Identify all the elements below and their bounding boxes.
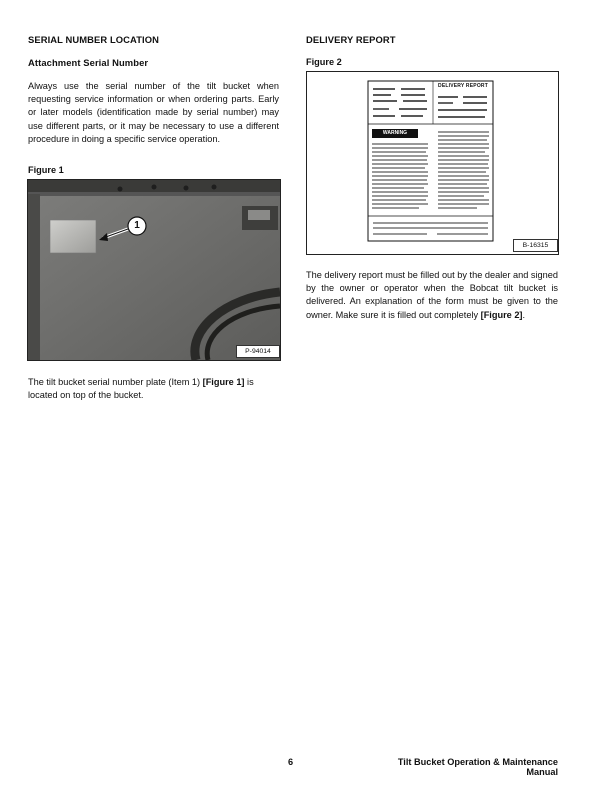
delivery-report-paragraph	[306, 269, 558, 322]
bucket-photo	[28, 180, 280, 360]
subheading-attachment-serial: Attachment Serial Number	[28, 57, 149, 68]
serial-number-paragraph: Always use the serial number of the tilt bucket when requesting service information or when ordering parts. Early or later models (identification made by serial number) may use different parts, or it may be necessary to use a different procedure in doing a specific service operation.	[28, 81, 279, 144]
warning-label: WARNING	[382, 130, 408, 136]
figure-1-label: Figure 1	[28, 165, 64, 175]
delivery-text-1: The delivery report must be filled out by the dealer and signed by the owner or operator when the Bobcat tilt bucket is delivered. An explanation of the form must be given to the owner. Make sure it is filled out completely	[306, 270, 558, 320]
section-title-serial-number: SERIAL NUMBER LOCATION	[28, 34, 160, 45]
page-number: 6	[288, 757, 294, 767]
delivery-figure-ref: [Figure 2]	[480, 309, 523, 320]
caption-text-1: The tilt bucket serial number plate (Item 1)	[28, 377, 203, 387]
figure-2-label: Figure 2	[306, 57, 342, 67]
caption-text-2: is located on top of the bucket.	[28, 377, 254, 401]
figure-2	[306, 71, 559, 255]
figure-1	[27, 179, 281, 361]
delivery-report-illustration	[307, 72, 558, 254]
figure-1-code: P-94014	[236, 345, 280, 358]
serial-plate-caption	[28, 376, 279, 402]
delivery-report-doc-title: DELIVERY REPORT	[438, 83, 488, 89]
delivery-text-2: .	[522, 309, 526, 320]
figure-2-code: B-16315	[513, 239, 558, 252]
caption-figure-ref: [Figure 1]	[202, 377, 245, 387]
manual-title: Tilt Bucket Operation & Maintenance Manual	[397, 757, 558, 777]
section-title-delivery-report: DELIVERY REPORT	[306, 34, 396, 45]
callout-number-1: 1	[134, 220, 140, 231]
